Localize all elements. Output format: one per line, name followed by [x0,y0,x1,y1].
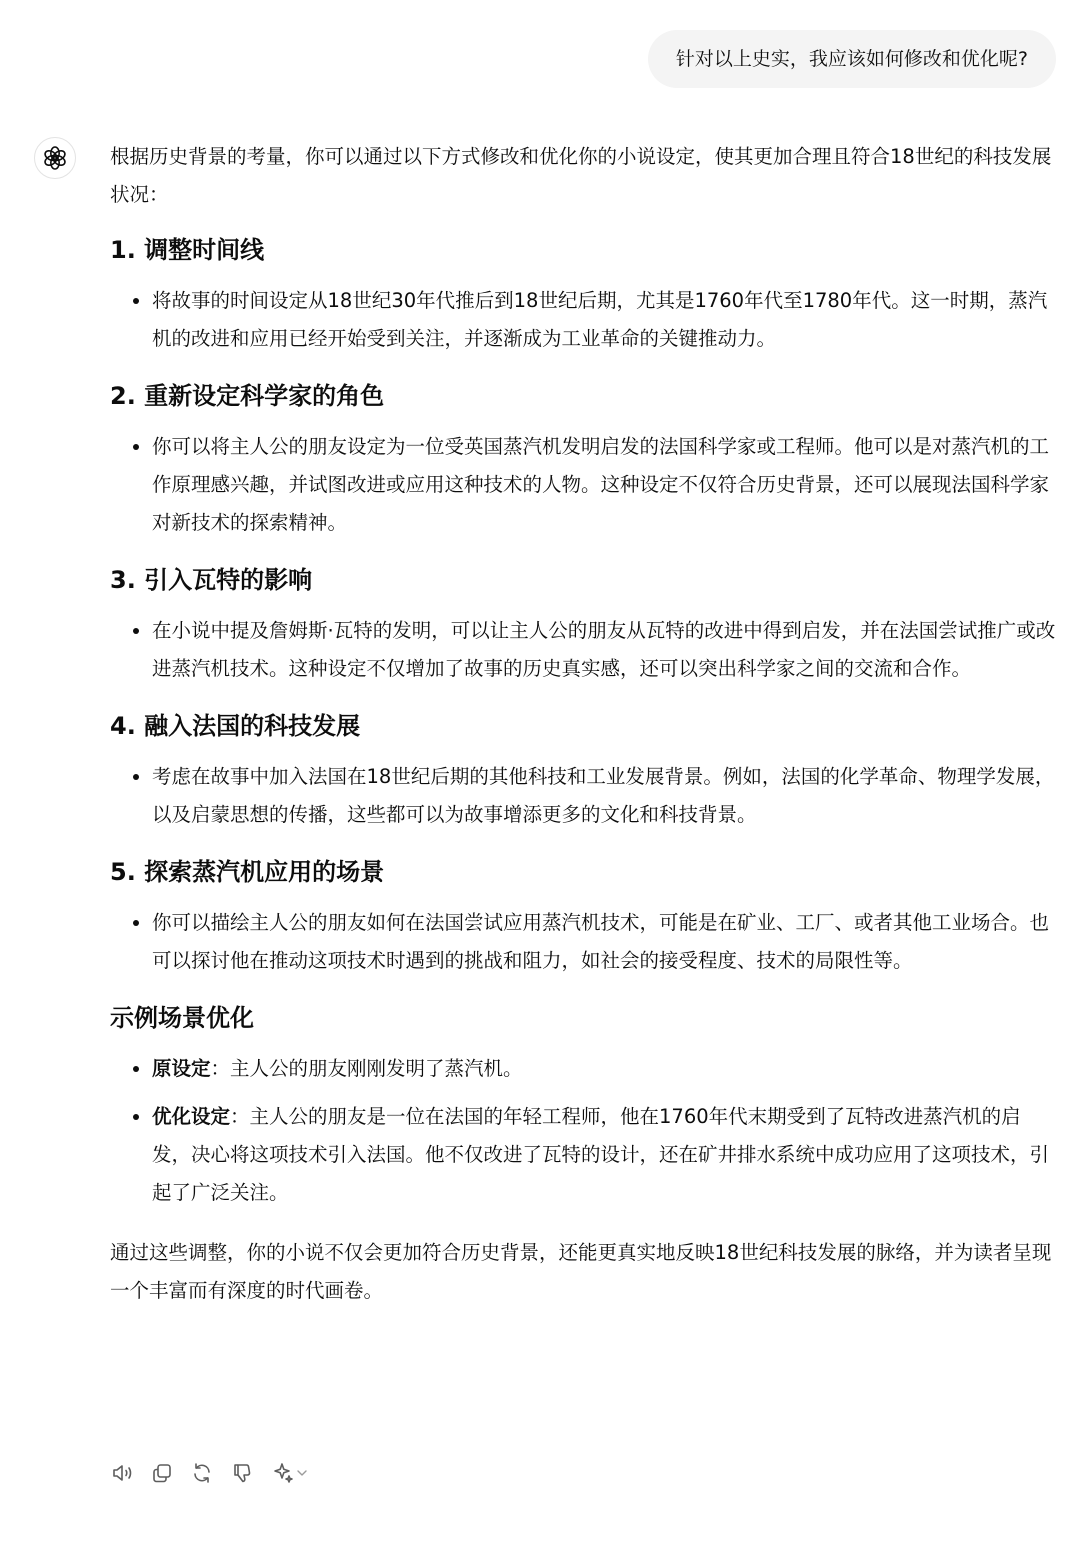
section-list-5 [110,904,1058,980]
section-bullet: • 你可以描绘主人公的朋友如何在法国尝试应用蒸汽机技术，可能是在矿业、工厂、或者其他工业场合。也可以探讨他在推动这项技术时遇到的挑战和阻力，如社会的接受程度、技术的局限性等。 [152,904,1058,980]
section-heading-4: 4. 融入法国的科技发展 [110,712,361,740]
user-message-bubble: 针对以上史实，我应该如何修改和优化呢? [648,30,1056,88]
section-heading-3: 3. 引入瓦特的影响 [110,566,313,594]
sparkle-icon [271,1461,295,1485]
section-list-2 [110,428,1058,542]
original-label: 原设定 [152,1057,211,1080]
copy-icon [150,1461,174,1485]
section-heading-2: 2. 重新设定科学家的角色 [110,382,385,410]
assistant-avatar [34,137,76,179]
example-list [110,1050,1058,1212]
assistant-answer [110,138,1058,1310]
section-bullet: • 你可以将主人公的朋友设定为一位受英国蒸汽机发明启发的法国科学家或工程师。他可以是对蒸汽机的工作原理感兴趣，并试图改进或应用这种技术的人物。这种设定不仅符合历史背景，还可以展现法国科学家对新技术的探索精神。 [152,428,1058,542]
optimized-label: 优化设定 [152,1105,231,1128]
bad-response-button[interactable] [230,1461,254,1485]
answer-conclusion: 通过这些调整，你的小说不仅会更加符合历史背景，还能更真实地反映18世纪科技发展的脉络，并为读者呈现一个丰富而有深度的时代画卷。 [110,1241,1052,1302]
optimized-text: ：主人公的朋友是一位在法国的年轻工程师，他在1760年代末期受到了瓦特改进蒸汽机的启发，决心将这项技术引入法国。他不仅改进了瓦特的设计，还在矿井排水系统中成功应用了这项技术，引起了广泛关注。 [152,1105,1050,1204]
section-heading-5: 5. 探索蒸汽机应用的场景 [110,858,385,886]
thumbs-down-icon [230,1461,254,1485]
regenerate-button[interactable] [190,1461,214,1485]
section-list-4 [110,758,1058,834]
section-bullet: • 在小说中提及詹姆斯·瓦特的发明，可以让主人公的朋友从瓦特的改进中得到启发，并在法国尝试推广或改进蒸汽机技术。这种设定不仅增加了故事的历史真实感，还可以突出科学家之间的交流和合作。 [152,612,1058,688]
example-heading: 示例场景优化 [110,1004,254,1032]
copy-button[interactable] [150,1461,174,1485]
regenerate-icon [190,1461,214,1485]
answer-intro: 根据历史背景的考量，你可以通过以下方式修改和优化你的小说设定，使其更加合理且符合18世纪的科技发展状况： [110,145,1052,206]
section-heading-1: 1. 调整时间线 [110,236,265,264]
read-aloud-button[interactable] [110,1461,134,1485]
section-bullet: • 考虑在故事中加入法国在18世纪后期的其他科技和工业发展背景。例如，法国的化学革命、物理学发展，以及启蒙思想的传播，这些都可以为故事增添更多的文化和科技背景。 [152,758,1058,834]
example-optimized [152,1098,1058,1212]
section-list-1 [110,282,1058,358]
section-list-3 [110,612,1058,688]
example-original [152,1050,1058,1088]
chevron-down-icon [295,1466,309,1480]
change-model-button[interactable] [270,1461,310,1485]
openai-logo-icon [42,145,68,171]
original-text: ：主人公的朋友刚刚发明了蒸汽机。 [210,1057,523,1080]
message-actions [110,1458,310,1488]
section-bullet: • 将故事的时间设定从18世纪30年代推后到18世纪后期，尤其是1760年代至1780年代。这一时期，蒸汽机的改进和应用已经开始受到关注，并逐渐成为工业革命的关键推动力。 [152,282,1058,358]
speaker-icon [110,1461,134,1485]
